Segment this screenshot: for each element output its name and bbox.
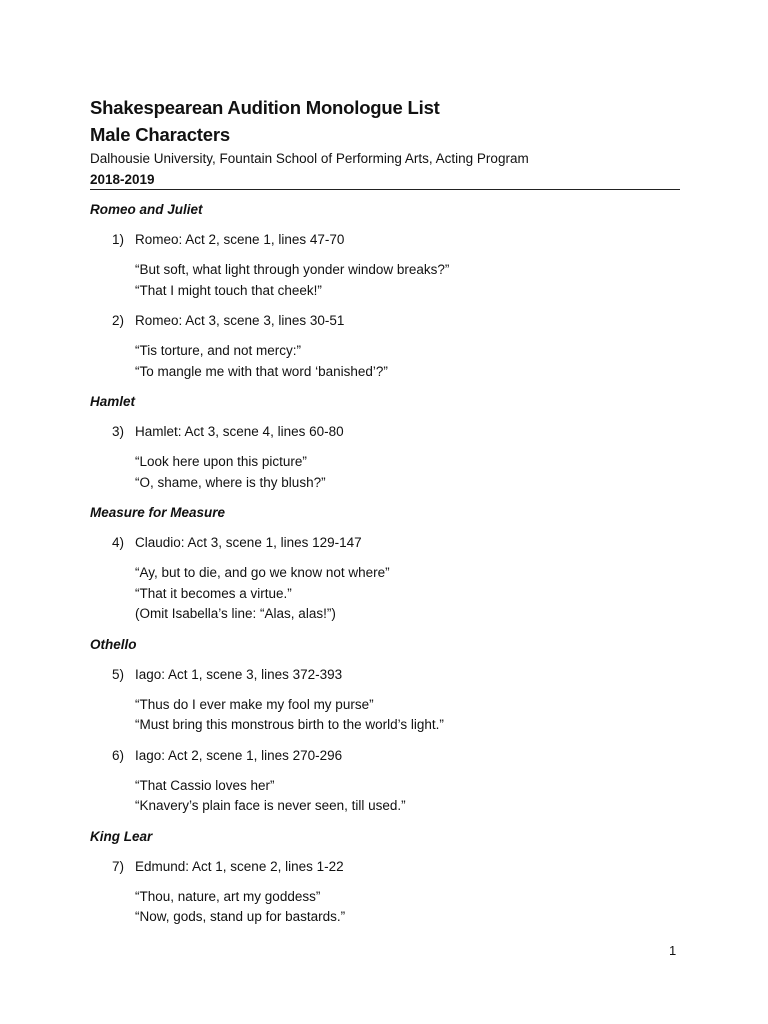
entry-reference: Edmund: Act 1, scene 2, lines 1-22 (135, 858, 344, 874)
entry-quotes (135, 452, 680, 493)
entry-quotes (135, 563, 680, 625)
document-header (90, 94, 680, 190)
quote-line: (Omit Isabella’s line: “Alas, alas!”) (135, 606, 336, 621)
quote-line: “Tis torture, and not mercy:” (135, 343, 302, 358)
document-subtitle: Male Characters (90, 124, 230, 145)
monologue-entry (90, 421, 680, 443)
entry-number: 5) (112, 666, 125, 682)
quote-line: “But soft, what light through yonder window breaks?” (135, 262, 450, 277)
monologue-entry (90, 532, 680, 554)
entry-quotes (135, 341, 680, 382)
monologue-entry (90, 310, 680, 332)
play-title: Hamlet (90, 394, 136, 409)
quote-line: “Now, gods, stand up for bastards.” (135, 909, 346, 924)
quote-line: “That I might touch that cheek!” (135, 282, 322, 298)
monologue-entry (90, 856, 680, 878)
entry-quotes (135, 776, 680, 817)
play-title: King Lear (90, 828, 153, 844)
entry-quotes (135, 887, 680, 928)
entry-reference: Iago: Act 2, scene 1, lines 270-296 (135, 747, 343, 763)
entry-reference: Romeo: Act 3, scene 3, lines 30-51 (135, 313, 345, 328)
quote-line: “Look here upon this picture” (135, 454, 307, 469)
entry-number: 2) (112, 313, 125, 328)
quote-line: “That Cassio loves her” (135, 777, 275, 793)
entry-reference: Hamlet: Act 3, scene 4, lines 60-80 (135, 424, 344, 439)
play-title: Romeo and Juliet (90, 202, 203, 217)
monologue-list (90, 199, 680, 937)
quote-line: “Must bring this monstrous birth to the world’s light.” (135, 717, 444, 732)
entry-reference: Iago: Act 1, scene 3, lines 372-393 (135, 666, 343, 682)
entry-quotes (135, 260, 680, 301)
quote-line: “That it becomes a virtue.” (135, 585, 292, 601)
monologue-entry (90, 745, 680, 767)
play-title: Othello (90, 636, 137, 652)
quote-line: “Thus do I ever make my fool my purse” (135, 696, 374, 712)
entry-number: 3) (112, 424, 125, 439)
monologue-entry (90, 229, 680, 251)
quote-line: “Knavery’s plain face is never seen, till used.” (135, 798, 406, 813)
play-title: Measure for Measure (90, 505, 226, 520)
institution-line: Dalhousie University, Fountain School of Performing Arts, Acting Program (90, 151, 529, 166)
academic-year: 2018-2019 (90, 172, 155, 187)
entry-quotes (135, 695, 680, 736)
monologue-entry (90, 664, 680, 686)
quote-line: “Ay, but to die, and go we know not where” (135, 565, 390, 580)
entry-number: 4) (112, 535, 125, 550)
entry-reference: Claudio: Act 3, scene 1, lines 129-147 (135, 535, 362, 550)
entry-number: 7) (112, 858, 125, 874)
entry-number: 1) (112, 232, 125, 247)
page-number: 1 (669, 943, 677, 958)
document-title: Shakespearean Audition Monologue List (90, 97, 440, 118)
quote-line: “O, shame, where is thy blush?” (135, 474, 326, 490)
header-divider (90, 189, 680, 190)
quote-line: “Thou, nature, art my goddess” (135, 888, 321, 904)
entry-reference: Romeo: Act 2, scene 1, lines 47-70 (135, 232, 345, 247)
quote-line: “To mangle me with that word ‘banished’?” (135, 363, 388, 379)
entry-number: 6) (112, 747, 125, 763)
